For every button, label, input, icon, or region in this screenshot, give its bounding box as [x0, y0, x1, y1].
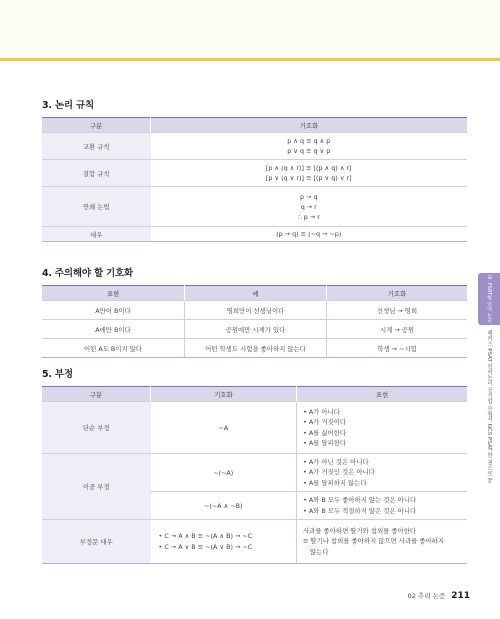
- formula-cell: [151, 187, 468, 227]
- formula-cell: [151, 160, 468, 187]
- text-line: 사과를 좋아하면 딸기와 참외를 좋아한다: [303, 526, 417, 535]
- col-header-category: 구분: [42, 118, 151, 133]
- list-item: • A가 거짓인 것은 아니다: [303, 468, 375, 477]
- formula-cell: (p → q) ≡ (~q → ~p): [151, 227, 468, 242]
- list-item: • C → A ∨ B ≡ ~(A ∨ B) → ~C: [158, 542, 253, 551]
- formula-line: q → r: [300, 202, 317, 211]
- list-item: • A가 아닌 것은 아니다: [303, 457, 369, 466]
- cell-expression: A에만 B이다: [42, 320, 185, 339]
- table-row: [42, 133, 467, 160]
- col-header-symbolization: 기호화: [151, 118, 468, 133]
- cell-expression: 어떤 A도 B이지 않다: [42, 339, 185, 358]
- symbol-cell: ~(~A): [151, 454, 297, 492]
- list-item: • A를 탈피한다: [303, 439, 347, 447]
- table-row: [42, 402, 467, 454]
- footer-chapter: 02 추리 논증: [407, 592, 446, 600]
- cell-expression: A만이 B이다: [42, 301, 185, 320]
- table-row: [42, 454, 467, 492]
- page-footer: [380, 591, 470, 601]
- table-row: [42, 187, 467, 227]
- col-header-symbolization: 기호화: [151, 387, 297, 402]
- cell-example: 어떤 학생도 시험을 좋아하지 않는다: [185, 339, 327, 358]
- symbol-cell: [151, 520, 297, 564]
- cell-example: 공원에만 시계가 있다: [185, 320, 327, 339]
- cell-symbol: 선생님 → 영희: [327, 301, 468, 320]
- formula-line: p ∨ q ≡ q ∨ p: [287, 147, 331, 155]
- cell-symbol: 시계 → 공원: [327, 320, 468, 339]
- row-label: 결합 규칙: [42, 160, 151, 187]
- formula-line: [p ∨ (q ∨ r)] ≡ [(p ∨ q) ∨ r]: [265, 174, 352, 182]
- col-header-expression: 표현: [42, 286, 185, 301]
- list-item: • A가 아니다: [303, 407, 340, 416]
- section-title-logic-rules: 3. 논리 규칙: [42, 100, 94, 111]
- row-label: 교환 규칙: [42, 133, 151, 160]
- expression-cell: [297, 520, 468, 564]
- section-title-caution: 4. 주의해야 할 기호화: [42, 268, 133, 279]
- table-row: [42, 301, 467, 320]
- formula-line: p → q: [299, 192, 318, 201]
- row-label: 부정문 대우: [42, 520, 151, 564]
- section-title-negation: 5. 부정: [42, 369, 73, 380]
- formula-line: p ∧ q ≡ q ∧ p: [287, 137, 331, 145]
- table-row: [42, 160, 467, 187]
- expression-cell: [297, 454, 468, 492]
- formula-line: ∴ p → r: [297, 212, 320, 221]
- chapter-side-tab: III. PSAT형 언어 논리: [478, 273, 500, 325]
- logic-rules-table: [42, 117, 467, 242]
- row-label: 대우: [42, 227, 151, 242]
- table-row: [42, 227, 467, 242]
- symbol-cell: ~A: [151, 402, 297, 454]
- cell-symbol: 학생 → ~시험: [327, 339, 468, 358]
- text-line: ≡ 딸기나 참외를 좋아하지 않으면 사과를 좋아하지: [303, 537, 445, 546]
- col-header-expression: 표현: [297, 387, 468, 402]
- list-item: • A와 B 모두 적절하지 않은 것은 아니다: [303, 506, 417, 515]
- list-item: • C → A ∧ B ≡ ~(A ∧ B) → ~C: [158, 532, 253, 540]
- list-item: • A를 탈피하지 않는다: [303, 478, 367, 487]
- formula-cell: [151, 133, 468, 160]
- row-label: 연쇄 논법: [42, 187, 151, 227]
- page-number: 211: [451, 591, 470, 601]
- side-running-text: 해커스 PSAT 언어논리 공기업 수험서 NCS PSAT 한 권으로 끝: [486, 330, 492, 484]
- col-header-example: 예: [185, 286, 327, 301]
- table-row: [42, 320, 467, 339]
- row-label: 단순 부정: [42, 402, 151, 454]
- formula-line: [p ∧ (q ∧ r)] ≡ [(p ∧ q) ∧ r]: [265, 164, 352, 172]
- list-item: • A를 싫어한다: [303, 428, 347, 437]
- negation-table: [42, 386, 467, 564]
- caution-table: [42, 285, 467, 358]
- table-row: [42, 520, 467, 564]
- list-item: • A와 B 모두 좋아하지 않는 것은 아니다: [303, 496, 417, 504]
- symbol-cell: ~(~A ∧ ~B): [151, 492, 297, 520]
- table-row: [42, 339, 467, 358]
- list-item: • A가 거짓이다: [303, 418, 347, 426]
- col-header-category: 구분: [42, 387, 151, 402]
- cell-example: 영희만이 선생님이다: [185, 301, 327, 320]
- expression-cell: [297, 402, 468, 454]
- header-band: [0, 0, 500, 58]
- text-line: 않는다: [310, 547, 329, 556]
- col-header-symbolization: 기호화: [327, 286, 468, 301]
- expression-cell: [297, 492, 468, 520]
- header-rule: [0, 58, 500, 61]
- row-label: 이중 부정: [42, 454, 151, 520]
